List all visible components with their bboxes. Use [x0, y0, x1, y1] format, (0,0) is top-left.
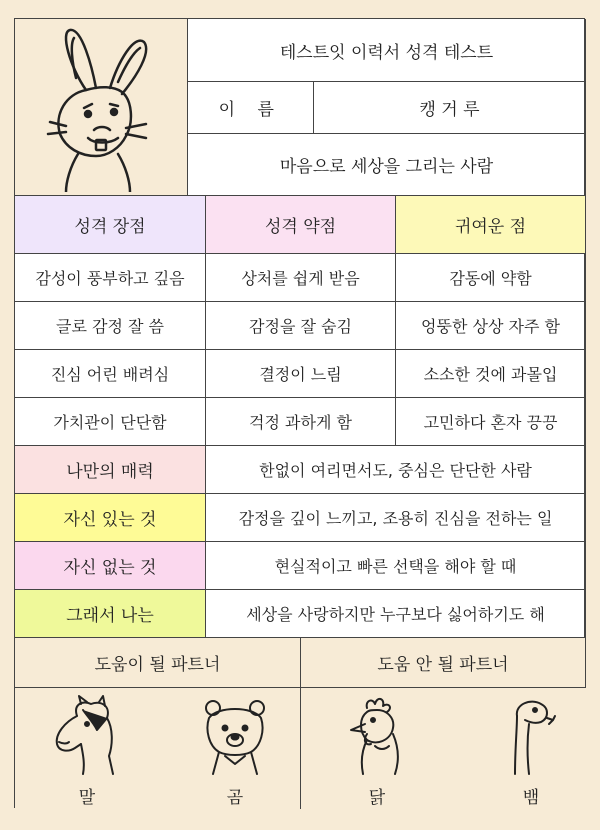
snake-icon	[491, 694, 571, 776]
trait-cell: 걱정 과하게 함	[206, 398, 396, 446]
partner-name: 곰	[226, 788, 244, 808]
partner-chicken	[329, 694, 425, 808]
trait-cell: 감정을 잘 숨김	[206, 302, 396, 350]
detail-value-charm: 한없이 여리면서도, 중심은 단단한 사람	[206, 446, 586, 494]
good-partner-header: 도움이 될 파트너	[15, 638, 301, 688]
partner-name: 말	[78, 788, 96, 808]
name-label: 이 름	[188, 82, 314, 134]
trait-cell: 고민하다 혼자 끙끙	[396, 398, 586, 446]
detail-label-confident: 자신 있는 것	[15, 494, 206, 542]
trait-cell: 감성이 풍부하고 깊음	[15, 254, 206, 302]
kangaroo-icon	[26, 22, 176, 192]
bad-partners	[301, 688, 586, 809]
partner-name: 뱀	[522, 788, 540, 808]
bad-partner-header: 도움 안 될 파트너	[301, 638, 586, 688]
detail-value-unconfident: 현실적이고 빠른 선택을 해야 할 때	[206, 542, 586, 590]
trait-cell: 가치관이 단단함	[15, 398, 206, 446]
trait-cell: 글로 감정 잘 씀	[15, 302, 206, 350]
portrait	[15, 19, 188, 196]
trait-cell: 엉뚱한 상상 자주 함	[396, 302, 586, 350]
resume-sheet	[14, 18, 585, 808]
partner-name: 닭	[368, 788, 386, 808]
partner-bear	[187, 694, 283, 808]
detail-value-so-i-am: 세상을 사랑하지만 누구보다 싫어하기도 해	[206, 590, 586, 638]
name-value: 캥 거 루	[314, 82, 586, 134]
header-weaknesses: 성격 약점	[206, 196, 396, 254]
bear-icon	[195, 694, 275, 776]
detail-label-charm: 나만의 매력	[15, 446, 206, 494]
trait-cell: 소소한 것에 과몰입	[396, 350, 586, 398]
trait-cell: 상처를 쉽게 받음	[206, 254, 396, 302]
title: 테스트잇 이력서 성격 테스트	[188, 19, 586, 82]
header-strengths: 성격 장점	[15, 196, 206, 254]
header-cute-points: 귀여운 점	[396, 196, 586, 254]
partner-horse	[39, 694, 135, 808]
good-partners	[15, 688, 301, 809]
trait-cell: 결정이 느림	[206, 350, 396, 398]
tagline: 마음으로 세상을 그리는 사람	[188, 134, 586, 196]
trait-cell: 감동에 약함	[396, 254, 586, 302]
detail-label-unconfident: 자신 없는 것	[15, 542, 206, 590]
partner-snake	[483, 694, 579, 808]
trait-cell: 진심 어린 배려심	[15, 350, 206, 398]
chicken-icon	[337, 694, 417, 776]
detail-label-so-i-am: 그래서 나는	[15, 590, 206, 638]
detail-value-confident: 감정을 깊이 느끼고, 조용히 진심을 전하는 일	[206, 494, 586, 542]
horse-icon	[47, 694, 127, 776]
